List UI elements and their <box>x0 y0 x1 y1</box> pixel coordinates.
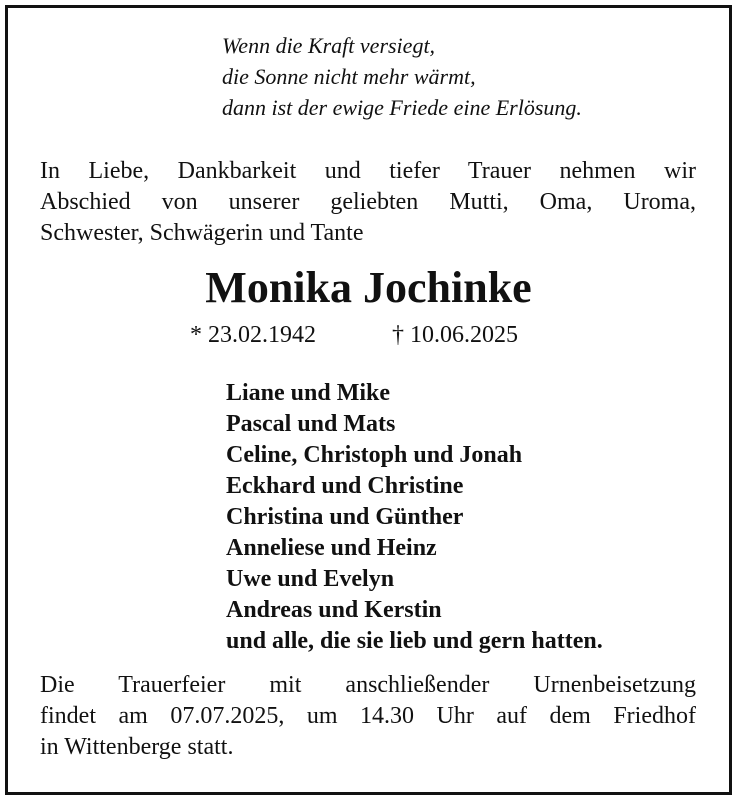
mourners-list <box>226 378 603 657</box>
poem-line: die Sonne nicht mehr wärmt, <box>222 64 476 89</box>
mourner-item: und alle, die sie lieb und gern hatten. <box>226 628 603 654</box>
intro-text <box>40 156 696 249</box>
mourner-item: Uwe und Evelyn <box>226 566 395 592</box>
mourner-item: Anneliese und Heinz <box>226 535 437 561</box>
funeral-line: in Wittenberge statt. <box>40 734 234 760</box>
mourner-item: Liane und Mike <box>226 380 391 406</box>
mourner-item: Celine, Christoph und Jonah <box>226 442 523 468</box>
birth-date: * 23.02.1942 <box>190 322 316 348</box>
mourner-item: Christina und Günther <box>226 504 464 530</box>
deceased-name: Monika Jochinke <box>205 263 532 312</box>
death-date: † 10.06.2025 <box>392 322 518 348</box>
intro-line: In Liebe, Dankbarkeit und tiefer Trauer nehmen wir <box>40 158 696 184</box>
poem <box>222 30 582 123</box>
funeral-info <box>40 670 696 763</box>
intro-line: Abschied von unserer geliebten Mutti, Oma, Uroma, <box>40 189 696 215</box>
poem-line: Wenn die Kraft versiegt, <box>222 33 436 58</box>
mourner-item: Andreas und Kerstin <box>226 597 442 623</box>
mourner-item: Pascal und Mats <box>226 411 396 437</box>
poem-line: dann ist der ewige Friede eine Erlösung. <box>222 95 582 120</box>
mourner-item: Eckhard und Christine <box>226 473 464 499</box>
funeral-line: findet am 07.07.2025, um 14.30 Uhr auf dem Friedhof <box>40 703 696 729</box>
intro-line: Schwester, Schwägerin und Tante <box>40 220 364 246</box>
funeral-line: Die Trauerfeier mit anschließender Urnenbeisetzung <box>40 672 696 698</box>
